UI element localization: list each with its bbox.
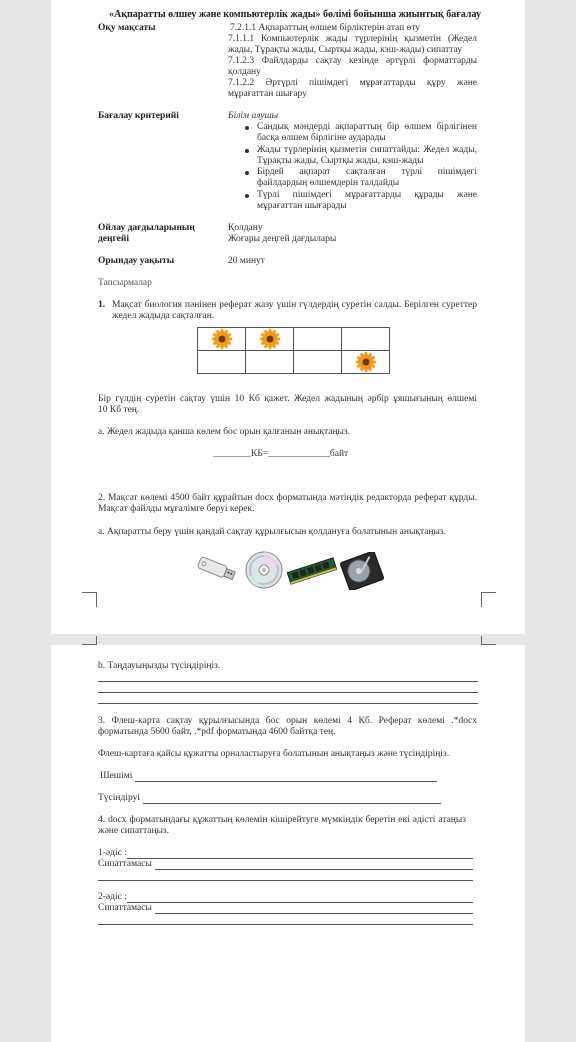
answer-line [98, 703, 478, 704]
memory-cell [246, 351, 294, 374]
usb-flash-drive-icon [194, 551, 240, 587]
question-2-b: b. Таңдауыңызды түсіндіріңіз. [98, 661, 221, 671]
objectives-label: Оқу мақсаты [98, 23, 156, 33]
question-4-text: 4. docx форматындағы құжаттың көлемін кішірейтуге мүмкіндік беретін екі әдісті атаңыз [98, 815, 466, 825]
ram-module-icon [286, 555, 338, 587]
bullet-dot [245, 171, 249, 175]
memory-cell [342, 328, 390, 351]
cd-disc-icon [245, 551, 283, 589]
description-answer-line [155, 869, 473, 870]
criteria-item: мұрағаттан шығарады [257, 201, 347, 211]
question-1-text: Мақсат биология пәнінен реферат жазу үшін гүлдердің суретін салды. Берілген суреттер [112, 300, 477, 310]
memory-cell [294, 328, 342, 351]
flower-icon [355, 351, 377, 373]
question-2-text: 2. Мақсат көлемі 4500 байт құрайтын docx форматында мәтіндік редакторда реферат құрды. [98, 493, 477, 503]
objective-line: қолдану [228, 67, 261, 77]
crop-mark [481, 636, 496, 645]
description-label: Сипаттамасы [98, 903, 152, 913]
method-2-answer-line [127, 902, 473, 903]
worksheet-page-2 [51, 645, 525, 1042]
solution-answer-line [135, 781, 437, 782]
method-2-label: 2-әдіс : [98, 892, 127, 902]
time-label: Орындау уақыты [98, 256, 175, 266]
thinking-value: Қолдану [228, 223, 263, 233]
memory-cells-table [197, 327, 390, 374]
bullet-dot [245, 126, 249, 130]
description-label: Сипаттамасы [98, 859, 152, 869]
question-4-text: және сипаттаңыз. [98, 826, 170, 836]
criteria-item: басқа өлшем бірлігіне аударады [257, 133, 386, 143]
crop-mark [82, 636, 97, 645]
criteria-label: Бағалау критерийі [98, 111, 179, 121]
question-3-text: форматында 5600 байт, .*pdf форматында 4600 байтқа тең. [98, 727, 336, 737]
flower-icon [211, 328, 233, 350]
criteria-item: Жады түрлерінің қызметін сипаттайды: Жедел жады, [257, 145, 477, 155]
question-3-text: 3. Флеш-карта сақтау құрылғысында бос орын көлемі 4 Кб. Реферат көлемі .*docx [98, 716, 477, 726]
objective-line: 7.2.1.1 Ақпараттың өлшем бірліктерін атап өту [230, 23, 421, 33]
crop-mark [481, 592, 496, 607]
memory-cell [198, 351, 246, 374]
answer-blank: ________КБ=_____________байт [213, 449, 349, 459]
criteria-item: Сандық мәндерді ақпараттың бір өлшем бірлігінен [257, 122, 477, 132]
thinking-label: Ойлау дағдыларының [98, 223, 195, 233]
criteria-item: Түрлі пішімдегі мұрағаттарды құрады және [257, 190, 477, 200]
answer-line [98, 692, 478, 693]
answer-line [98, 681, 478, 682]
objective-line: 7.1.2.3 Файлдарды сақтау кезінде әртүрлі форматтарды [228, 56, 477, 66]
worksheet-page-1 [51, 0, 525, 634]
page-title: «Ақпаратты өлшеу және компьютерлік жады» бөлімі бойынша жиынтық бағалау [109, 9, 481, 20]
criteria-item: Бірдей ақпарат сақталған түрлі пішімдегі [257, 167, 477, 177]
method-1-label: 1-әдіс : [98, 848, 127, 858]
memory-cell [246, 328, 294, 351]
explain-answer-line [143, 803, 441, 804]
time-value: 20 минут [228, 256, 265, 266]
method-1-answer-line [127, 858, 473, 859]
criteria-item: Тұрақты жады, Сыртқы жады, кэш-жады [257, 156, 424, 166]
solution-label: Шешімі [100, 771, 133, 781]
question-3-question: Флеш-картаға қайсы құжатты орналастыруға болатынын анықтаңыз және түсіндіріңіз. [98, 749, 450, 759]
objective-line: жады, Тұрақты жады, Сыртқы жады, кэш-жады) сипаттау [228, 45, 462, 55]
thinking-value: Жоғары деңгей дағдылары [228, 234, 337, 244]
question-1-a: a. Жедел жадыда қанша көлем бос орын қалғанын анықтаңыз. [98, 427, 351, 437]
thinking-label: деңгейі [98, 234, 130, 244]
answer-line [98, 880, 473, 881]
question-2-text: Мақсат файлды мұғалімге беруі керек. [98, 504, 255, 514]
question-1-text: Бір гүлдің суретін сақтау үшін 10 Кб қажет. Жедел жадының әрбір ұяшығының өлшемі [98, 394, 477, 404]
question-number: 1. [98, 300, 106, 310]
objective-line: 7.1.1.1 Компьютерлік жады түрлерінің қызметін (Жедел [228, 34, 477, 44]
criteria-heading: Білім алушы [228, 111, 279, 121]
criteria-item: файлдардың өлшемдерін талдайды [257, 178, 400, 188]
tasks-label: Тапсырмалар [98, 278, 152, 288]
answer-line [98, 924, 473, 925]
memory-cell [198, 328, 246, 351]
memory-cell [342, 351, 390, 374]
question-2-a: a. Ақпаратты беру үшін қандай сақтау құрылғысын қолдануға болатынын анықтаңыз. [98, 527, 447, 537]
description-answer-line [155, 913, 473, 914]
crop-mark [82, 592, 97, 607]
explain-label: Түсіндіруі [98, 793, 140, 803]
hard-drive-icon [340, 552, 384, 590]
question-1-text: жедел жадыда сақталған. [112, 311, 215, 321]
bullet-dot [245, 194, 249, 198]
memory-cell [294, 351, 342, 374]
bullet-dot [245, 149, 249, 153]
objective-line: мұрағаттан шығару [228, 89, 307, 99]
question-1-text: 10 Кб тең. [98, 405, 140, 415]
objective-line: 7.1.2.2 Әртүрлі пішімдегі мұрағаттарды құру және [228, 78, 477, 88]
flower-icon [259, 328, 281, 350]
